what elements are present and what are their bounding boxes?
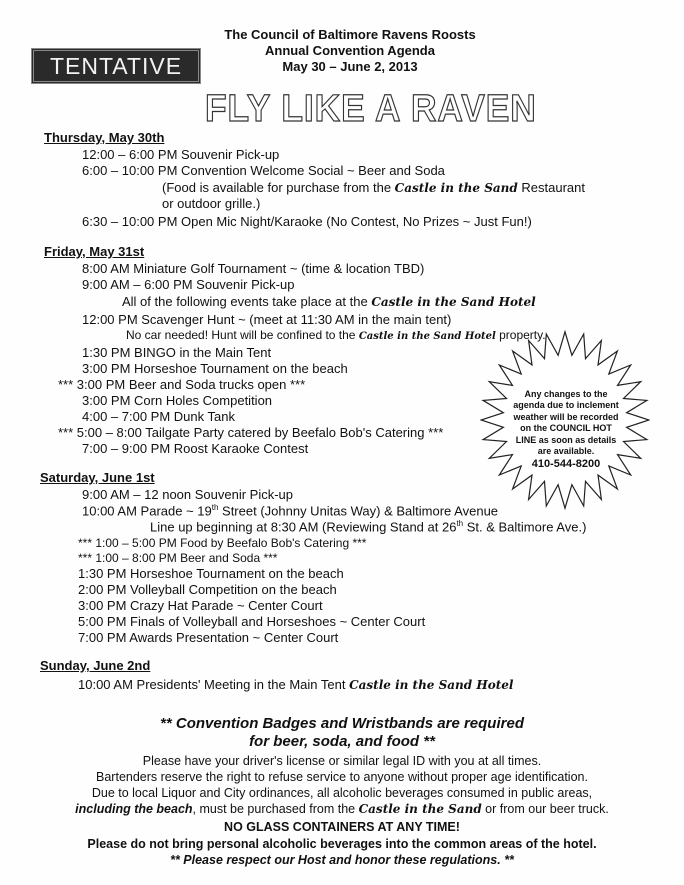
council-title: The Council of Baltimore Ravens Roosts: [224, 27, 476, 42]
agenda-item: 4:00 – 7:00 PM Dunk Tank: [82, 409, 235, 424]
note-text: St. & Baltimore Ave.): [463, 519, 587, 535]
castle-in-the-sand-hotel-name: Castle in the Sand Hotel: [371, 295, 536, 309]
note-text: property.: [495, 328, 546, 342]
agenda-item: 3:00 PM Crazy Hat Parade ~ Center Court: [78, 598, 323, 613]
day-heading-thursday: Thursday, May 30th: [44, 130, 165, 145]
castle-in-the-sand-hotel-name: Castle in the Sand Hotel: [349, 678, 514, 692]
agenda-item: 1:30 PM Horseshoe Tournament on the beach: [78, 566, 344, 581]
agenda-item: *** 1:00 – 8:00 PM Beer and Soda ***: [78, 551, 278, 565]
badge-requirement-line1: ** Convention Badges and Wristbands are required: [160, 715, 524, 732]
agenda-item-note: or outdoor grille.): [162, 196, 261, 211]
item-text: 10:00 AM Parade ~ 19: [82, 503, 212, 519]
item-text: 10:00 AM Presidents' Meeting in the Main Tent: [78, 677, 350, 692]
agenda-item: 9:00 AM – 12 noon Souvenir Pick-up: [82, 487, 294, 502]
agenda-item: 12:00 – 6:00 PM Souvenir Pick-up: [82, 147, 280, 162]
agenda-item-note: [122, 294, 536, 309]
agenda-item: *** 5:00 – 8:00 Tailgate Party catered by Beefalo Bob's Catering ***: [58, 425, 444, 440]
agenda-item: [78, 677, 513, 692]
agenda-item: 6:30 – 10:00 PM Open Mic Night/Karaoke (No Contest, No Prizes ~ Just Fun!): [82, 214, 532, 229]
purchase-notice: [0, 802, 684, 816]
ordinal-suffix: th: [211, 503, 219, 512]
agenda-item: 1:30 PM BINGO in the Main Tent: [82, 345, 272, 360]
day-heading-saturday: Saturday, June 1st: [40, 470, 155, 485]
notice-text: or from our beer truck.: [481, 802, 609, 816]
weather-hotline-notice: [510, 389, 622, 471]
day-heading-friday: Friday, May 31st: [44, 244, 145, 259]
badge-requirement-line2: for beer, soda, and food **: [249, 733, 435, 750]
hotline-phone-number: 410-544-8200: [531, 458, 601, 471]
agenda-item: 7:00 – 9:00 PM Roost Karaoke Contest: [82, 441, 309, 456]
event-dates: May 30 – June 2, 2013: [282, 59, 418, 74]
note-text: (Food is available for purchase from the: [162, 180, 395, 195]
item-text: Street (Johnny Unitas Way) & Baltimore Avenue: [218, 503, 499, 519]
note-text: No car needed! Hunt will be confined to the: [126, 328, 359, 342]
ordinance-notice: Due to local Liquor and City ordinances, all alcoholic beverages consumed in public areas,: [91, 786, 593, 800]
note-text: All of the following events take place at the: [122, 294, 372, 309]
castle-in-the-sand-hotel-name: Castle in the Sand Hotel: [358, 331, 496, 342]
respect-host-notice: ** Please respect our Host and honor these regulations. **: [170, 853, 514, 867]
agenda-item: 7:00 PM Awards Presentation ~ Center Court: [78, 630, 339, 645]
agenda-item: [82, 503, 498, 518]
agenda-item: 8:00 AM Miniature Golf Tournament ~ (time & location TBD): [82, 261, 425, 276]
bartender-notice: Bartenders reserve the right to refuse service to anyone without proper age identification.: [96, 770, 588, 784]
castle-in-the-sand-name: Castle in the Sand: [358, 802, 482, 816]
no-personal-alcohol-notice: Please do not bring personal alcoholic beverages into the common areas of the hotel.: [87, 837, 597, 851]
agenda-item-note: [150, 519, 586, 534]
id-notice: Please have your driver's license or similar legal ID with you at all times.: [142, 754, 542, 768]
notice-text: , must be purchased from the: [192, 802, 359, 816]
fly-like-a-raven-headline: FLY LIKE A RAVEN: [205, 88, 537, 130]
agenda-item-note: [162, 180, 585, 195]
agenda-item: 6:00 – 10:00 PM Convention Welcome Social ~ Beer and Soda: [82, 163, 445, 178]
castle-in-the-sand-name: Castle in the Sand: [394, 181, 518, 195]
agenda-item: 9:00 AM – 6:00 PM Souvenir Pick-up: [82, 277, 295, 292]
agenda-title: Annual Convention Agenda: [265, 43, 435, 58]
agenda-item: 12:00 PM Scavenger Hunt ~ (meet at 11:30 AM in the main tent): [82, 312, 452, 327]
agenda-item: 3:00 PM Corn Holes Competition: [82, 393, 273, 408]
agenda-item: 5:00 PM Finals of Volleyball and Horseshoes ~ Center Court: [78, 614, 426, 629]
notice-text: Any changes to the agenda due to inclement weather will be recorded on the COUNCIL HOT LINE as soon as details are available.: [513, 389, 619, 457]
agenda-item: 3:00 PM Horseshoe Tournament on the beach: [82, 361, 348, 376]
day-heading-sunday: Sunday, June 2nd: [40, 658, 151, 673]
agenda-item: 2:00 PM Volleyball Competition on the beach: [78, 582, 337, 597]
note-text: Restaurant: [517, 180, 585, 195]
no-glass-notice: NO GLASS CONTAINERS AT ANY TIME!: [224, 820, 460, 834]
ordinal-suffix: th: [456, 519, 464, 528]
beach-emphasis: including the beach: [75, 802, 193, 816]
agenda-item: *** 3:00 PM Beer and Soda trucks open ***: [58, 377, 306, 392]
tentative-banner: TENTATIVE: [31, 48, 201, 84]
agenda-item: *** 1:00 – 5:00 PM Food by Beefalo Bob's Catering ***: [78, 536, 367, 550]
note-text: Line up beginning at 8:30 AM (Reviewing Stand at 26: [150, 519, 457, 535]
